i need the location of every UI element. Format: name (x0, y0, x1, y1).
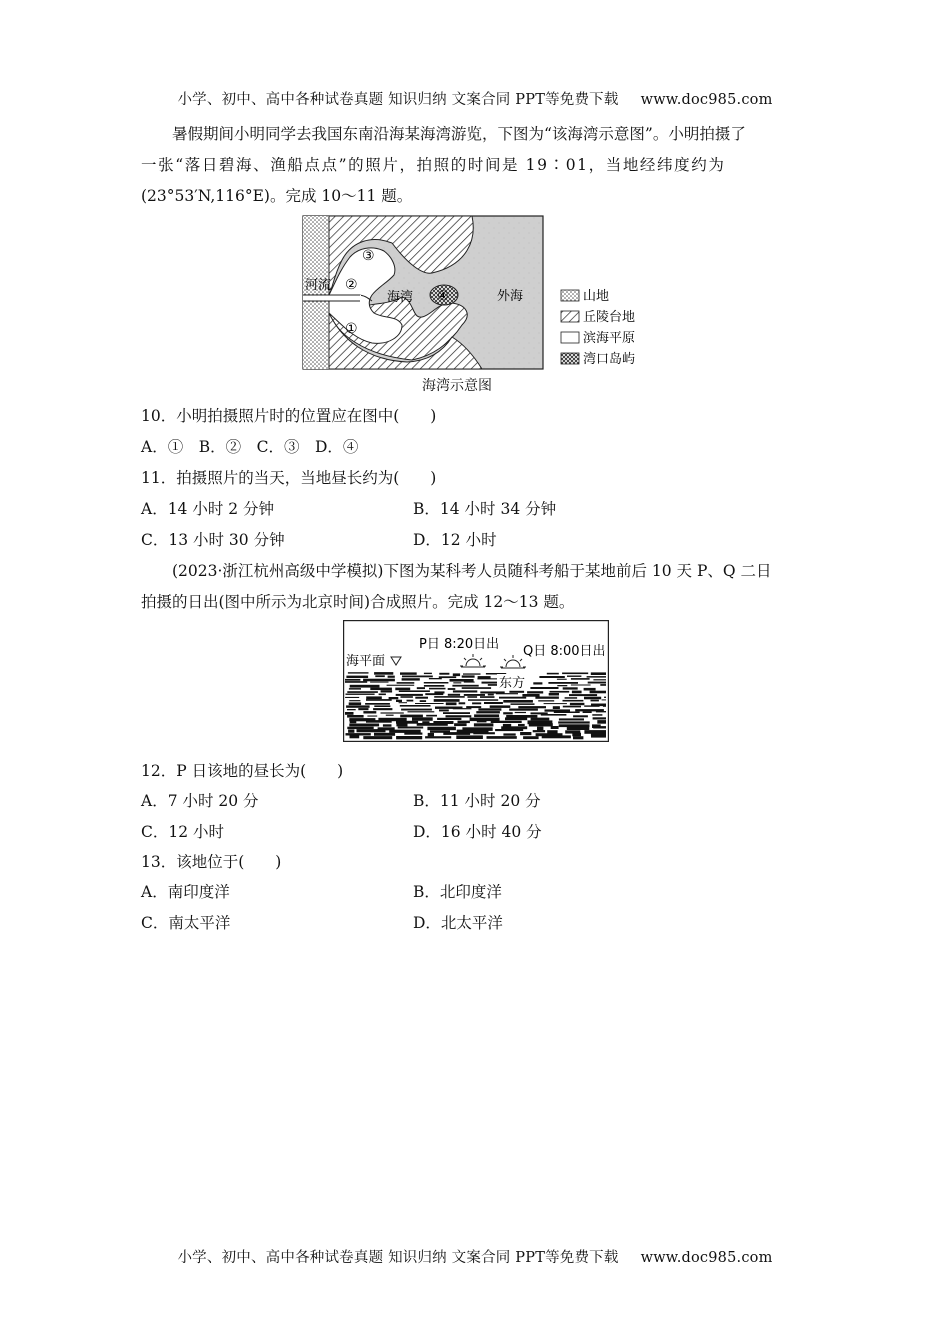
legend-mountain: 山地 (583, 289, 610, 304)
wave-stroke (350, 685, 380, 688)
wave-stroke (571, 678, 590, 680)
wave-stroke (450, 679, 474, 682)
wave-stroke (358, 708, 368, 710)
wave-stroke (466, 706, 481, 708)
wave-stroke (463, 673, 481, 674)
header-text: 小学、初中、高中各种试卷真题 知识归纳 文案合同 PPT等免费下载 (177, 92, 619, 108)
wave-stroke (572, 691, 582, 694)
wave-stroke (443, 732, 470, 735)
q-sunrise-label: Q日 8:00日出 (523, 644, 606, 659)
wave-stroke (518, 706, 546, 708)
wave-stroke (550, 691, 570, 693)
wave-stroke (429, 688, 446, 690)
wave-stroke (370, 682, 388, 683)
wave-stroke (473, 732, 495, 734)
wave-stroke (452, 685, 478, 687)
q11-option-b: B．14 小时 34 分钟 (413, 500, 557, 518)
wave-stroke (374, 733, 395, 736)
wave-stroke (399, 702, 407, 703)
wave-stroke (350, 721, 357, 724)
bay-map (302, 215, 654, 371)
river-label: 河流 (305, 278, 332, 293)
wave-stroke (548, 682, 578, 684)
wave-stroke (396, 700, 402, 702)
wave-stroke (388, 676, 395, 678)
wave-stroke (553, 706, 560, 709)
wave-stroke (397, 682, 415, 684)
wave-stroke (408, 711, 435, 712)
wave-stroke (531, 718, 550, 721)
wave-stroke (587, 676, 606, 678)
wave-stroke (396, 736, 422, 739)
wave-stroke (389, 697, 399, 699)
wave-stroke (346, 694, 375, 695)
wave-stroke (427, 727, 456, 731)
wave-stroke (545, 709, 571, 711)
wave-stroke (539, 676, 564, 678)
wave-stroke (349, 688, 361, 690)
wave-stroke (573, 715, 588, 717)
wave-stroke (593, 717, 606, 719)
wave-stroke (547, 673, 559, 675)
point-3-label: ③ (362, 248, 375, 264)
legend-island: 湾口岛屿 (583, 352, 636, 367)
wave-stroke (563, 687, 578, 689)
wave-stroke (425, 693, 443, 695)
intro1-line1: 暑假期间小明同学去我国东南沿海某海湾游览，下图为“该海湾示意图”。小明拍摄了 (172, 125, 746, 143)
wave-stroke (541, 714, 567, 716)
wave-stroke (549, 693, 559, 696)
wave-stroke (551, 726, 559, 729)
wave-stroke (557, 685, 567, 686)
wave-stroke (443, 712, 470, 714)
sunrise-photo (343, 620, 609, 742)
wave-stroke (365, 703, 390, 705)
wave-stroke (592, 714, 602, 716)
wave-stroke (345, 712, 354, 715)
wave-stroke (518, 724, 525, 726)
wave-stroke (357, 729, 386, 732)
wave-stroke (503, 700, 533, 703)
wave-stroke (454, 723, 467, 726)
wave-stroke (346, 733, 371, 735)
wave-stroke (347, 709, 356, 710)
wave-stroke (591, 735, 606, 738)
wave-stroke (462, 687, 491, 689)
wave-stroke (468, 699, 498, 701)
wave-stroke (527, 691, 543, 693)
wave-stroke (349, 724, 379, 727)
wave-stroke (448, 694, 460, 696)
wave-stroke (347, 691, 378, 693)
wave-stroke (590, 691, 606, 694)
page-header (0, 88, 950, 109)
wave-stroke (499, 697, 526, 699)
wave-stroke (506, 715, 537, 718)
wave-stroke (367, 716, 377, 717)
wave-stroke (477, 720, 487, 722)
legend-plain: 滨海平原 (583, 331, 636, 346)
wave-stroke (509, 709, 538, 711)
wave-stroke (464, 682, 475, 683)
wave-stroke (572, 733, 581, 737)
q10-stem: 10．小明拍摄照片时的位置应在图中( ) (141, 407, 437, 425)
q13-option-c: C．南太平洋 (141, 914, 231, 932)
wave-stroke (559, 718, 584, 720)
wave-stroke (401, 709, 432, 711)
q11-option-c: C．13 小时 30 分钟 (141, 531, 285, 549)
wave-stroke (381, 690, 393, 692)
wave-stroke (484, 702, 503, 704)
wave-stroke (366, 696, 382, 699)
wave-stroke (417, 723, 448, 726)
wave-stroke (538, 700, 554, 701)
wave-stroke (363, 679, 395, 682)
point-4-label: ④ (437, 289, 449, 304)
wave-stroke (537, 727, 543, 731)
wave-stroke (429, 678, 442, 679)
legend-hill-swatch (561, 311, 579, 322)
wave-stroke (345, 681, 367, 683)
wave-stroke (456, 735, 483, 739)
wave-stroke (417, 687, 425, 689)
wave-stroke (503, 733, 515, 735)
wave-stroke (588, 682, 606, 684)
wave-stroke (467, 696, 477, 698)
wave-stroke (593, 726, 606, 728)
wave-stroke (591, 732, 606, 736)
wave-stroke (478, 676, 491, 679)
q11-stem: 11．拍摄照片的当天，当地昼长约为( ) (141, 469, 437, 487)
wave-stroke (374, 705, 390, 707)
wave-stroke (401, 696, 413, 698)
q13-stem: 13．该地位于( ) (141, 853, 282, 871)
wave-stroke (400, 705, 431, 707)
wave-stroke (596, 711, 606, 712)
wave-stroke (370, 688, 392, 691)
wave-stroke (472, 702, 481, 704)
wave-stroke (487, 736, 517, 739)
wave-stroke (511, 703, 535, 705)
wave-stroke (428, 733, 434, 737)
wave-stroke (604, 697, 606, 698)
intro1-line2: 一张“落日碧海、渔船点点”的照片，拍照的时间是 19∶01，当地经纬度约为 (141, 156, 726, 174)
wave-stroke (345, 679, 360, 681)
wave-stroke (389, 730, 421, 733)
wave-stroke (446, 702, 457, 705)
wave-stroke (379, 694, 386, 696)
wave-stroke (374, 672, 393, 675)
wave-stroke (399, 690, 430, 692)
wave-stroke (591, 700, 599, 702)
wave-stroke (571, 685, 591, 686)
legend-hill: 丘陵台地 (583, 310, 636, 325)
wave-stroke (366, 720, 392, 723)
wave-stroke (567, 676, 581, 677)
wave-stroke (544, 703, 567, 704)
wave-stroke (563, 706, 581, 708)
wave-stroke (396, 721, 418, 724)
point-2-label: ② (345, 277, 358, 293)
wave-stroke (535, 697, 559, 699)
wave-stroke (490, 705, 511, 708)
wave-stroke (482, 682, 499, 684)
intro1-line3: (23°53′N,116°E)。完成 10～11 题。 (141, 187, 413, 205)
wave-stroke (439, 673, 449, 675)
q12-stem: 12．P 日该地的昼长为( ) (141, 762, 344, 780)
q13-option-b: B．北印度洋 (413, 883, 502, 901)
wave-stroke (407, 700, 414, 702)
q12-option-b: B．11 小时 20 分 (413, 792, 541, 810)
wave-stroke (349, 700, 360, 701)
wave-stroke (523, 736, 539, 739)
wave-stroke (363, 736, 392, 739)
q13-option-a: A．南印度洋 (141, 883, 230, 901)
wave-stroke (453, 690, 477, 692)
wave-stroke (567, 726, 590, 730)
bay-map-figure (302, 215, 654, 371)
q12-option-c: C．12 小时 (141, 823, 225, 841)
wave-stroke (453, 708, 472, 709)
wave-stroke (474, 714, 499, 717)
wave-stroke (547, 730, 557, 733)
wave-stroke (448, 688, 456, 690)
wave-stroke (597, 720, 606, 724)
wave-stroke (366, 699, 392, 701)
wave-stroke (509, 691, 524, 693)
wave-stroke (348, 730, 354, 733)
wave-stroke (584, 705, 599, 706)
legend-plain-swatch (561, 332, 579, 343)
wave-stroke (402, 676, 433, 678)
wave-stroke (424, 685, 444, 687)
wave-stroke (439, 676, 456, 678)
wave-stroke (404, 733, 422, 735)
wave-stroke (346, 676, 368, 678)
legend-mountain-swatch (561, 290, 579, 301)
wave-stroke (480, 696, 495, 698)
q12-option-d: D．16 小时 40 分 (413, 823, 542, 841)
wave-stroke (453, 682, 461, 683)
wave-stroke (434, 699, 460, 702)
wave-stroke (565, 697, 578, 699)
wave-stroke (425, 736, 451, 738)
wave-stroke (458, 721, 470, 724)
wave-stroke (363, 711, 376, 713)
wave-stroke (584, 697, 601, 700)
map-caption: 海湾示意图 (422, 378, 492, 394)
wave-stroke (400, 672, 417, 674)
wave-stroke (424, 682, 449, 684)
q13-option-d: D．北太平洋 (413, 914, 503, 932)
wave-stroke (347, 727, 373, 729)
bay-label: 海湾 (387, 290, 414, 305)
wave-stroke (600, 684, 606, 686)
wave-stroke (375, 675, 385, 677)
wave-stroke (491, 721, 522, 723)
wave-stroke (522, 694, 539, 697)
wave-stroke (573, 736, 583, 739)
q11-option-d: D．12 小时 (413, 531, 497, 549)
wave-stroke (602, 699, 606, 700)
wave-stroke (476, 711, 500, 713)
wave-stroke (501, 726, 527, 729)
wave-stroke (396, 724, 407, 727)
wave-stroke (570, 703, 585, 705)
header-url[interactable]: www.doc985.com (640, 92, 773, 108)
wave-stroke (584, 688, 596, 691)
legend-island-swatch (561, 353, 579, 364)
wave-stroke (346, 705, 370, 707)
wave-stroke (402, 678, 420, 680)
wave-stroke (474, 723, 494, 726)
wave-stroke (412, 717, 433, 721)
wave-stroke (591, 672, 606, 675)
intro2-line1: (2023·浙江杭州高级中学模拟)下图为某科考人员随科考船于某地前后 10 天 P、Q 二日 (172, 562, 772, 580)
wave-stroke (583, 711, 592, 713)
wave-stroke (515, 712, 526, 713)
wave-stroke (542, 735, 571, 738)
wave-stroke (459, 702, 466, 704)
p-sunrise-label: P日 8:20日出 (419, 637, 500, 652)
wave-stroke (603, 705, 606, 707)
wave-stroke (387, 685, 415, 686)
intro2-line2: 拍摄的日出(图中所示为北京时间)合成照片。完成 12～13 题。 (141, 593, 575, 611)
east-label: 东方 (499, 676, 526, 691)
wave-stroke (426, 715, 437, 717)
wave-stroke (520, 732, 531, 735)
wave-stroke (349, 702, 361, 705)
wave-stroke (383, 724, 392, 726)
wave-stroke (503, 712, 513, 714)
q12-option-a: A．7 小时 20 分 (141, 792, 259, 810)
wave-stroke (395, 688, 410, 691)
wave-stroke (415, 703, 444, 704)
wave-stroke (381, 712, 404, 713)
wave-stroke (400, 715, 423, 718)
wave-stroke (386, 715, 394, 716)
wave-stroke (424, 673, 432, 674)
wave-stroke (396, 694, 423, 696)
wave-stroke (593, 679, 606, 680)
wave-stroke (398, 727, 424, 729)
wave-stroke (439, 709, 449, 711)
wave-stroke (505, 717, 527, 720)
wave-stroke (462, 675, 475, 677)
wave-stroke (554, 712, 580, 714)
wave-stroke (495, 729, 523, 731)
wave-stroke (478, 708, 501, 710)
wave-stroke (347, 715, 364, 718)
map-legend (561, 288, 635, 367)
wave-stroke (563, 700, 584, 702)
wave-stroke (562, 673, 588, 675)
wave-stroke (557, 679, 567, 680)
wave-stroke (350, 735, 360, 738)
q11-option-a: A．14 小时 2 分钟 (141, 500, 275, 518)
footer-text: 小学、初中、高中各种试卷真题 知识归纳 文案合同 PPT等免费下载 (177, 1250, 619, 1266)
wave-stroke (496, 693, 518, 694)
wave-stroke (345, 697, 359, 698)
wave-stroke (348, 672, 369, 673)
sea-level-label: 海平面 (346, 654, 386, 669)
wave-stroke (453, 673, 460, 676)
q10-options: A．① B．② C．③ D．④ (141, 438, 359, 456)
wave-stroke (530, 687, 558, 689)
wave-stroke (488, 694, 494, 696)
footer-url[interactable]: www.doc985.com (640, 1250, 773, 1266)
wave-stroke (529, 723, 553, 726)
sunrise-photo-svg (343, 620, 609, 742)
wave-stroke (569, 694, 597, 696)
wave-stroke (415, 697, 428, 699)
wave-stroke (558, 721, 590, 723)
page-footer (0, 1246, 950, 1267)
wave-stroke (464, 694, 485, 696)
outer-sea-label: 外海 (497, 289, 524, 304)
wave-stroke (420, 700, 426, 702)
wave-stroke (434, 696, 465, 698)
wave-stroke (533, 730, 545, 732)
point-1-label: ① (345, 321, 358, 337)
wave-stroke (434, 691, 444, 693)
wave-stroke (373, 708, 392, 710)
wave-stroke (437, 718, 461, 720)
wave-stroke (446, 715, 472, 717)
wave-stroke (533, 682, 542, 684)
